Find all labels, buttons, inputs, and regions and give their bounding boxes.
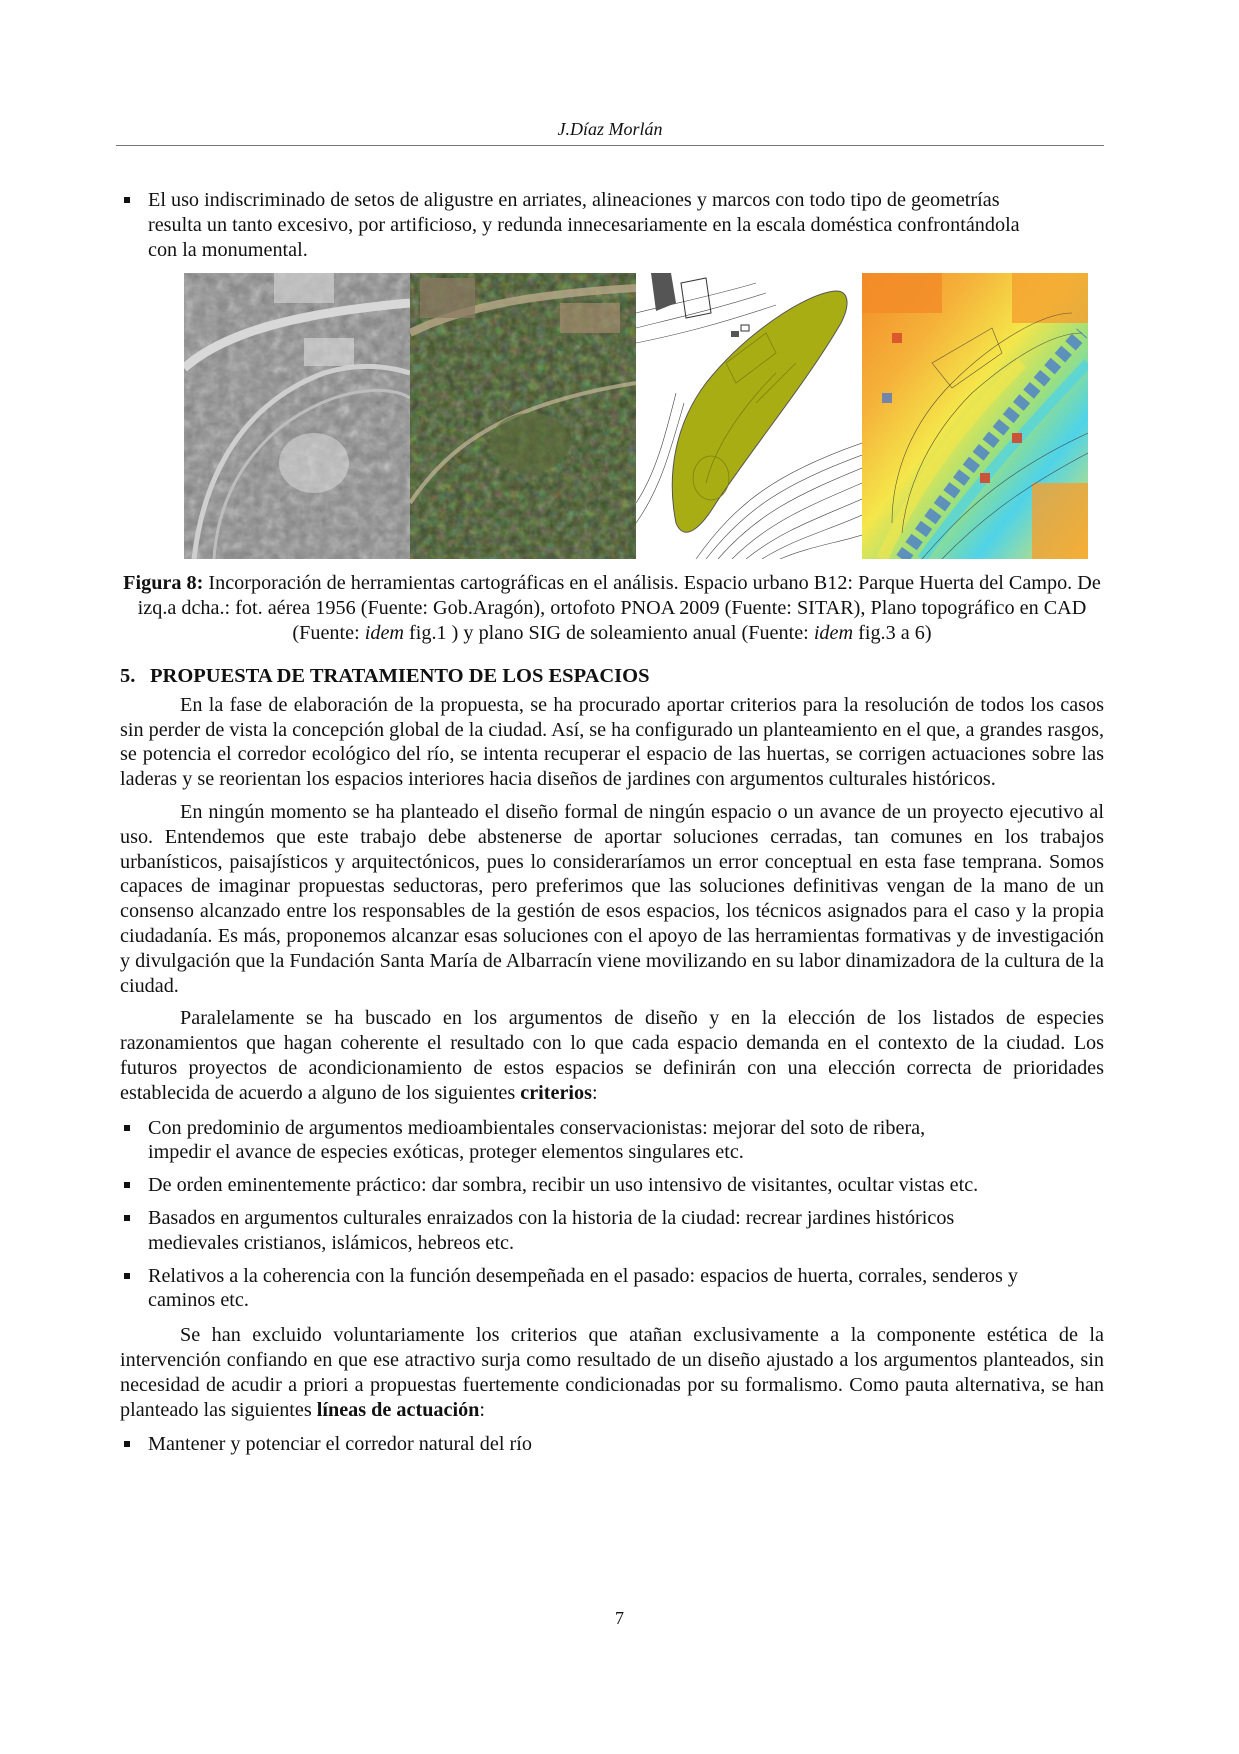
caption-text-c: fig.3 a 6) [853, 621, 932, 644]
cad-topographic-plan-graphic [636, 273, 862, 559]
orthophoto-pnoa-2009-graphic [410, 273, 636, 559]
bullet-square-icon [124, 1441, 130, 1447]
paragraph-4-text: Se han excluido voluntariamente los criterios que atañan exclusivamente a la componente estética de la intervención confiando en que ese atractivo surja como resultado de un diseño ajustado a los argumentos planteados, sin necesidad de acudir a priori a propuestas fuertemente condicionadas por su formalismo. Como pauta alternativa, se han planteado las siguientes [120, 1324, 1104, 1421]
list-item [120, 1173, 1104, 1198]
bullet-square-icon [124, 1215, 130, 1221]
list-item [120, 1432, 1104, 1457]
list-item [120, 1206, 1104, 1256]
list-item-text: Basados en argumentos culturales enraizados con la historia de la ciudad: recrear jardines históricos medievales cristianos, islámicos, hebreos etc. [148, 1206, 955, 1254]
page-content [120, 188, 1104, 1457]
actions-list [120, 1432, 1104, 1457]
list-item-text: De orden eminentemente práctico: dar sombra, recibir un uso intensivo de visitantes, ocultar vistas etc. [148, 1174, 979, 1197]
orthophoto-pnoa-2009 [410, 273, 636, 559]
paragraph-4 [120, 1323, 1104, 1422]
paragraph-4-bold: líneas de actuación [316, 1398, 480, 1421]
list-item [120, 1116, 1104, 1166]
figure-caption [120, 571, 1104, 645]
criteria-list [120, 1116, 1104, 1314]
paragraph-3-bold: criterios [520, 1081, 592, 1104]
caption-idem-2: idem [813, 621, 854, 644]
intro-bullet-item [120, 188, 1048, 262]
caption-idem-1: idem [364, 621, 404, 644]
section-heading [120, 663, 1104, 689]
section-title-text: PROPUESTA DE TRATAMIENTO DE LOS ESPACIOS [150, 664, 650, 687]
bullet-square-icon [124, 1273, 130, 1279]
bullet-square-icon [124, 1125, 130, 1131]
page-number: 7 [615, 1608, 624, 1628]
gis-solar-radiation-map [862, 273, 1088, 559]
section-number: 5. [120, 664, 136, 687]
paragraph-3-end: : [591, 1081, 598, 1104]
list-item-text: Con predominio de argumentos medioambientales conservacionistas: mejorar del soto de ribera, impedir el avance de especies exóticas, proteger elementos singulares etc. [148, 1116, 926, 1164]
bullet-square-icon [124, 197, 130, 203]
list-item-text: Mantener y potenciar el corredor natural del río [148, 1433, 532, 1456]
aerial-photo-1956-graphic [184, 273, 410, 559]
paragraph-1: En la fase de elaboración de la propuesta, se ha procurado aportar criterios para la resolución de todos los casos sin perder de vista la concepción global de la ciudad. Así, se ha configurado un planteamiento en el que, a grandes rasgos, se potencia el corredor ecológico del río, se intenta recuperar el espacio de las huertas, se corrigen actuaciones sobre las laderas y se reorientan los espacios interiores hacia diseños de jardines con argumentos culturales históricos. [120, 693, 1104, 791]
cad-topographic-plan [636, 273, 862, 559]
aerial-photo-1956 [184, 273, 410, 559]
caption-text-a: Incorporación de herramientas cartográficas en el análisis. Espacio urbano B12: Parque Huerta del Campo. De izq.a dcha.: fot. aérea 1956 (Fuente: Gob.Aragón), ortofoto PNOA 2009 (Fuente: SITAR), Plano topográfico en CAD (Fuente: [137, 572, 1101, 644]
figure-8-images [184, 273, 1088, 559]
header-rule [116, 145, 1104, 146]
paragraph-2: En ningún momento se ha planteado el diseño formal de ningún espacio o un avance de un proyecto ejecutivo al uso. Entendemos que este trabajo debe abstenerse de aportar soluciones cerradas, tan comunes en los trabajos urbanísticos, paisajísticos y arquitectónicos, pues lo consideraríamos un error conceptual en esta fase temprana. Somos capaces de imaginar propuestas seductoras, pero preferimos que las soluciones definitivas vengan de la mano de un consenso alcanzado entre los responsables de la gestión de esos espacios, los técnicos asignados para el caso y la propia ciudadanía. Es más, proponemos alcanzar esas soluciones con el apoyo de las herramientas formativas y de investigación y divulgación que la Fundación Santa María de Albarracín viene movilizando en su labor dinamizadora de la cultura de la ciudad. [120, 800, 1104, 997]
paragraph-4-end: : [479, 1398, 486, 1421]
caption-text-b: fig.1 ) y plano SIG de soleamiento anual (Fuente: [404, 621, 814, 644]
figure-label: Figura 8: [123, 572, 204, 595]
paragraph-3-text: Paralelamente se ha buscado en los argumentos de diseño y en la elección de los listados de especies razonamientos que hagan coherente el resultado con lo que cada espacio demanda en el contexto de la ciudad. Los futuros proyectos de acondicionamiento de estos espacios se definirán con una elección correcta de prioridades establecida de acuerdo a alguno de los siguientes [120, 1007, 1104, 1104]
bullet-square-icon [124, 1182, 130, 1188]
list-item-text: Relativos a la coherencia con la función desempeñada en el pasado: espacios de huerta, corrales, senderos y caminos etc. [148, 1264, 1018, 1312]
list-item [120, 1264, 1104, 1314]
paragraph-3 [120, 1006, 1104, 1105]
gis-solar-radiation-map-graphic [862, 273, 1088, 559]
bullet-text: El uso indiscriminado de setos de aligustre en arriates, alineaciones y marcos con todo tipo de geometrías resulta un tanto excesivo, por artificioso, y redunda innecesariamente en la escala doméstica confrontándola con la monumental. [148, 189, 1020, 261]
running-header: J.Díaz Morlán [557, 119, 663, 139]
